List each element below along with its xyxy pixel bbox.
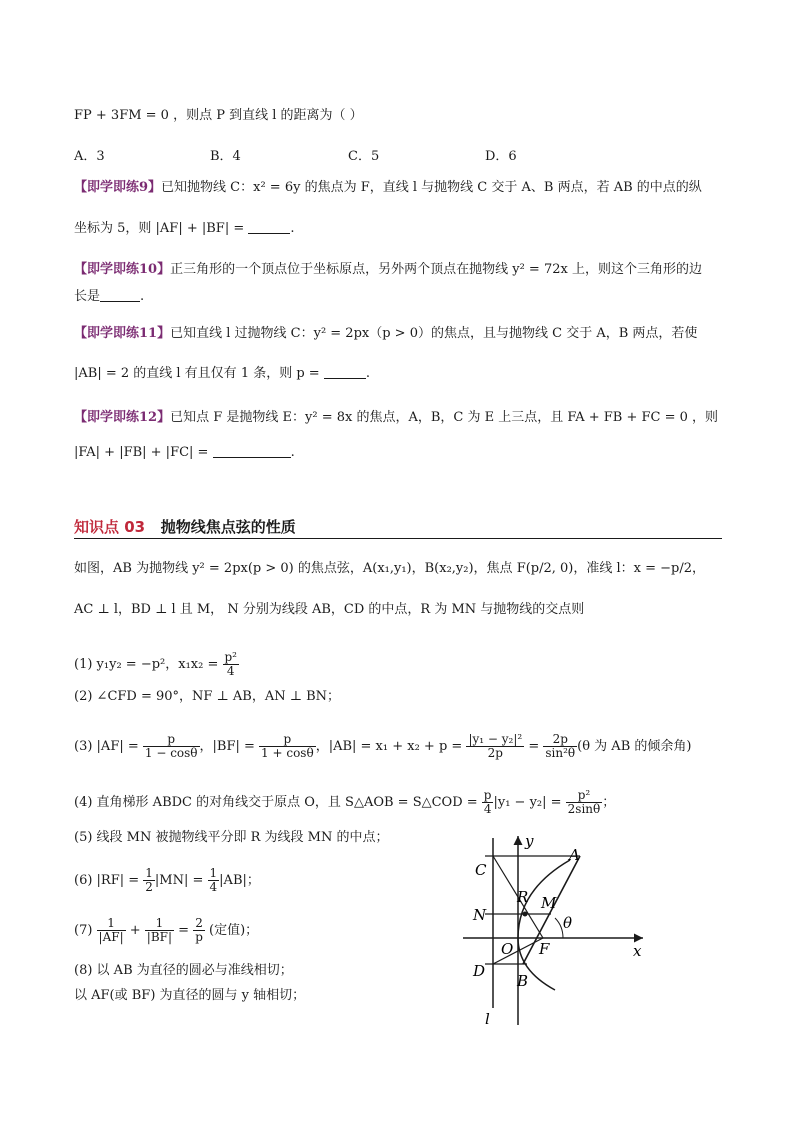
section-heading <box>74 516 296 537</box>
numerator: 1 <box>209 866 218 880</box>
label-r: R <box>517 888 529 906</box>
denominator: sin²θ <box>545 746 576 760</box>
denominator: 4 <box>226 664 235 678</box>
numerator: 1 <box>145 917 174 931</box>
denominator: |AF| <box>98 930 124 944</box>
property-6 <box>74 867 260 894</box>
property-4-text2: |y₁ − y₂| = <box>493 795 566 810</box>
fraction <box>143 867 155 894</box>
exercise-12-line1 <box>74 409 718 427</box>
numerator: p <box>483 788 492 802</box>
fraction <box>566 789 603 816</box>
option-c: C．5 <box>348 149 380 164</box>
label-o: O <box>501 940 514 958</box>
denominator: 1 + cosθ <box>261 746 314 760</box>
label-theta: θ <box>563 914 573 932</box>
label-d: D <box>473 962 486 980</box>
exercise-9-text: 已知抛物线 C：x² = 6y 的焦点为 F，直线 l 与抛物线 C 交于 A、B 两点，若 AB 的中点的纵 <box>161 180 702 195</box>
answer-blank <box>100 288 140 302</box>
exercise-12-tag: 【即学即练12】 <box>74 410 171 425</box>
label-b: B <box>517 972 529 990</box>
numerator: p² <box>566 789 603 803</box>
exercise-10-line2: 长是 . <box>74 289 145 304</box>
parabola-focal-chord-figure <box>455 830 655 1030</box>
denominator: 2 <box>145 880 153 894</box>
section-divider <box>74 538 722 539</box>
label-n: N <box>473 906 487 924</box>
property-6-text: (6) |RF| = <box>74 873 144 888</box>
exercise-10-tag: 【即学即练10】 <box>74 262 171 277</box>
point-r <box>523 912 528 917</box>
exercise-12-line2: |FA| + |FB| + |FC| = . <box>74 445 295 460</box>
exercise-11-line1 <box>74 325 697 343</box>
exercise-10-text: 正三角形的一个顶点位于坐标原点，另外两个顶点在抛物线 y² = 72x 上，则这个三角形的边 <box>170 262 702 277</box>
fraction <box>208 867 220 894</box>
fraction <box>543 733 577 760</box>
section-title: 抛物线焦点弦的性质 <box>160 518 296 536</box>
answer-blank <box>324 365 366 379</box>
exercise-9-line1 <box>74 179 702 197</box>
property-3-note: (θ 为 AB 的倾余角) <box>577 739 692 754</box>
exercise-11-tag: 【即学即练11】 <box>74 326 171 341</box>
property-6-text3: |AB|； <box>219 873 260 888</box>
fraction <box>97 917 126 944</box>
section-number: 知识点 03 <box>74 518 146 536</box>
property-4-text: (4) 直角梯形 ABDC 的对角线交于原点 O，且 S△AOB = S△COD = <box>74 795 482 810</box>
exercise-12-text2: |FA| + |FB| + |FC| = <box>74 445 213 460</box>
denominator: 4 <box>483 802 492 816</box>
numerator: |y₁ − y₂|² <box>468 732 523 746</box>
denominator: p <box>195 930 203 944</box>
angle-arc <box>555 918 563 938</box>
exercise-9-line2: 坐标为 5，则 |AF| + |BF| = . <box>74 221 295 236</box>
exercise-10-text2: 长是 <box>74 289 101 304</box>
option-b: B．4 <box>210 149 241 164</box>
property-6-text2: |MN| = <box>154 873 208 888</box>
label-l: l <box>485 1010 490 1028</box>
exercise-11-text: 已知直线 l 过抛物线 C：y² = 2px（p > 0）的焦点，且与抛物线 C 交于 A，B 两点，若使 <box>170 326 698 341</box>
fraction <box>482 789 494 816</box>
fraction <box>259 733 316 760</box>
exercise-9-tag: 【即学即练9】 <box>74 180 162 195</box>
option-d: D．6 <box>485 149 517 164</box>
property-1-text: (1) y₁y₂ = −p²，x₁x₂ = <box>74 657 223 672</box>
fraction <box>466 733 524 760</box>
option-a: A．3 <box>74 149 105 164</box>
property-3-af: (3) |AF| = <box>74 739 143 754</box>
intro-line-1: 如图，AB 为抛物线 y² = 2px(p > 0) 的焦点弦，A(x₁,y₁)，B(x₂,y₂)，焦点 F(p/2, 0)，准线 l：x = −p/2， <box>74 561 706 576</box>
denominator: 4 <box>209 880 218 894</box>
denominator: |BF| <box>146 930 173 944</box>
fraction <box>193 917 205 944</box>
property-5: (5) 线段 MN 被抛物线平分即 R 为线段 MN 的中点； <box>74 830 389 845</box>
property-2: (2) ∠CFD = 90°，NF ⊥ AB，AN ⊥ BN； <box>74 689 341 704</box>
label-x: x <box>633 942 642 960</box>
exercise-10-line1 <box>74 261 702 279</box>
property-3: (3) |AF| = $\frac{p}{1 - \cos\theta}$ ，|BF| = $\frac{p}{1 + \cos\theta}$ ，|AB| = x₁ + x₂ + p = $\frac{\text{|y₁ − y₂|²}}{2p}$ = $\frac{2p}{\text{sin²θ}}$ (θ 为 AB 的倾余角) <box>74 732 692 760</box>
denominator: 2sinθ <box>567 802 601 816</box>
property-4: (4) 直角梯形 ABDC 的对角线交于原点 O，且 S△AOB = S△COD = $\frac{p}{4}$ |y₁ − y₂| = $\frac{\text{p²}}{2\sin\theta}$ ； <box>74 788 616 816</box>
fraction <box>145 917 174 944</box>
numerator: 2p <box>543 733 577 747</box>
label-c: C <box>475 861 487 879</box>
property-8: (8) 以 AB 为直径的圆必与准线相切； <box>74 963 293 978</box>
label-m: M <box>541 894 557 912</box>
denominator: 1 − cosθ <box>144 746 198 760</box>
numerator: 1 <box>97 917 126 931</box>
q8-tail: FP + 3FM = 0 ，则点 P 到直线 l 的距离为（ ） <box>74 108 363 123</box>
exercise-9-text2: 坐标为 5，则 |AF| + |BF| = <box>74 221 249 236</box>
intro-line-2: AC ⊥ l，BD ⊥ l 且 M， N 分别为线段 AB，CD 的中点，R 为 MN 与抛物线的交点则 <box>74 602 585 617</box>
exercise-12-text: 已知点 F 是抛物线 E：y² = 8x 的焦点，A，B，C 为 E 上三点，且 FA + FB + FC = 0 ，则 <box>170 410 719 425</box>
denominator: 2p <box>487 746 503 760</box>
exercise-11-text2: |AB| = 2 的直线 l 有且仅有 1 条，则 p = <box>74 366 324 381</box>
property-7-label: (7) <box>74 923 97 938</box>
numerator: p² <box>224 650 237 664</box>
fraction <box>143 733 200 760</box>
numerator: 2 <box>193 917 205 931</box>
property-1 <box>74 651 239 678</box>
numerator: 1 <box>145 866 153 880</box>
answer-blank <box>213 444 291 458</box>
label-y: y <box>525 832 534 850</box>
numerator: p <box>259 733 316 747</box>
numerator: p <box>143 733 200 747</box>
exercise-11-line2: |AB| = 2 的直线 l 有且仅有 1 条，则 p = . <box>74 366 370 381</box>
answer-blank <box>248 220 290 234</box>
property-7-note: (定值)； <box>204 923 259 938</box>
property-7: (7) $\frac{1}{|AF|}$ + $\frac{1}{|BF|}$ = $\frac{2}{p}$ (定值)； <box>74 916 259 944</box>
label-f: F <box>539 940 550 958</box>
fraction <box>223 651 240 678</box>
property-3-ab: ，|AB| = x₁ + x₂ + p = <box>315 739 467 754</box>
label-a: A <box>569 846 580 864</box>
property-3-bf: ，|BF| = <box>199 739 260 754</box>
property-9: 以 AF(或 BF) 为直径的圆与 y 轴相切； <box>74 988 306 1003</box>
